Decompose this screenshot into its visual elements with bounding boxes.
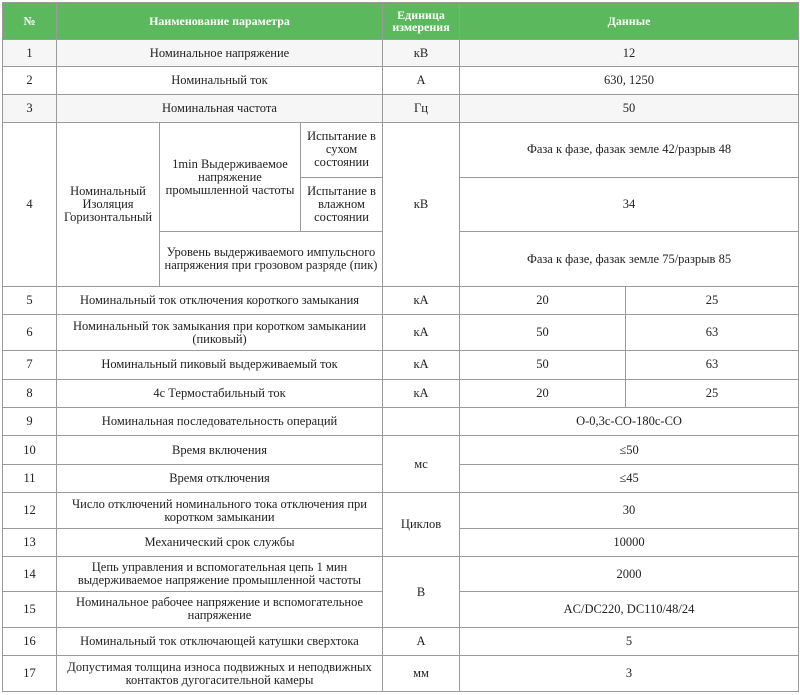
row-value-2: 25 xyxy=(626,287,799,315)
row-value: AC/DC220, DC110/48/24 xyxy=(460,592,799,628)
row-unit: мм xyxy=(383,656,460,692)
header-unit: Единица измерения xyxy=(383,3,460,40)
row-num: 1 xyxy=(3,40,57,67)
table-row xyxy=(3,627,799,655)
row-unit xyxy=(383,407,460,435)
spec-table xyxy=(2,2,799,692)
table-row xyxy=(3,351,799,379)
table-row xyxy=(3,287,799,315)
row-value-1: 20 xyxy=(460,287,626,315)
row-num: 17 xyxy=(3,656,57,692)
row-param: Номинальный ток замыкания при коротком замыкании (пиковый) xyxy=(57,315,383,351)
row-num: 2 xyxy=(3,67,57,94)
row-num: 9 xyxy=(3,407,57,435)
power-frequency-label: 1min Выдерживаемое напряжение промышленной частоты xyxy=(160,123,301,232)
row-param: Номинальная частота xyxy=(57,94,383,122)
insulation-label: Номинальный Изоляция Горизонтальный xyxy=(57,123,160,287)
row-value-1: 50 xyxy=(460,351,626,379)
impulse-label: Уровень выдерживаемого импульсного напряжения при грозовом разряде (пик) xyxy=(160,232,383,287)
row-unit: Циклов xyxy=(383,493,460,557)
row-unit: кА xyxy=(383,287,460,315)
row-unit: кВ xyxy=(383,123,460,287)
row-param: Номинальное напряжение xyxy=(57,40,383,67)
row-num: 4 xyxy=(3,123,57,287)
row-value: 50 xyxy=(460,94,799,122)
table-row xyxy=(3,315,799,351)
row-unit: кА xyxy=(383,351,460,379)
wet-test-label: Испытание в влажном состоянии xyxy=(301,177,383,232)
row-num: 13 xyxy=(3,528,57,556)
row-unit: А xyxy=(383,627,460,655)
row-value: 12 xyxy=(460,40,799,67)
row-unit: Гц xyxy=(383,94,460,122)
row-value: O-0,3с-CO-180с-CO xyxy=(460,407,799,435)
table-row xyxy=(3,123,799,178)
row-param: Номинальная последовательность операций xyxy=(57,407,383,435)
row-unit: А xyxy=(383,67,460,94)
row-value: 3 xyxy=(460,656,799,692)
table-row xyxy=(3,67,799,94)
table-row xyxy=(3,407,799,435)
table-row xyxy=(3,436,799,464)
row-param: 4с Термостабильный ток xyxy=(57,379,383,407)
row-unit: кВ xyxy=(383,40,460,67)
row-value: 2000 xyxy=(460,557,799,592)
row-param: Допустимая толщина износа подвижных и неподвижных контактов дугогасительной камеры xyxy=(57,656,383,692)
impulse-value: Фаза к фазе, фазак земле 75/разрыв 85 xyxy=(460,232,799,287)
row-value: ≤50 xyxy=(460,436,799,464)
row-value: ≤45 xyxy=(460,464,799,492)
row-value-2: 25 xyxy=(626,379,799,407)
row-unit: В xyxy=(383,557,460,627)
row-num: 11 xyxy=(3,464,57,492)
row-num: 6 xyxy=(3,315,57,351)
table-row xyxy=(3,656,799,692)
row-num: 10 xyxy=(3,436,57,464)
row-num: 15 xyxy=(3,592,57,628)
table-row xyxy=(3,40,799,67)
row-num: 16 xyxy=(3,627,57,655)
row-value-2: 63 xyxy=(626,351,799,379)
dry-test-value: Фаза к фазе, фазак земле 42/разрыв 48 xyxy=(460,123,799,178)
wet-test-value: 34 xyxy=(460,177,799,232)
row-param: Цепь управления и вспомогательная цепь 1 мин выдерживаемое напряжение промышленной частоты xyxy=(57,557,383,592)
row-param: Время включения xyxy=(57,436,383,464)
row-unit: мс xyxy=(383,436,460,493)
row-value: 5 xyxy=(460,627,799,655)
row-num: 12 xyxy=(3,493,57,529)
row-value-1: 50 xyxy=(460,315,626,351)
row-value: 10000 xyxy=(460,528,799,556)
row-param: Номинальный ток отключающей катушки сверхтока xyxy=(57,627,383,655)
row-num: 7 xyxy=(3,351,57,379)
dry-test-label: Испытание в сухом состоянии xyxy=(301,123,383,178)
row-param: Номинальный ток отключения короткого замыкания xyxy=(57,287,383,315)
table-row xyxy=(3,493,799,529)
row-param: Номинальное рабочее напряжение и вспомогательное напряжение xyxy=(57,592,383,628)
row-param: Число отключений номинального тока отключения при коротком замыкании xyxy=(57,493,383,529)
row-unit: кА xyxy=(383,379,460,407)
row-unit: кА xyxy=(383,315,460,351)
table-row xyxy=(3,557,799,592)
table-row xyxy=(3,379,799,407)
row-param: Механический срок службы xyxy=(57,528,383,556)
row-num: 3 xyxy=(3,94,57,122)
row-param: Номинальный пиковый выдерживаемый ток xyxy=(57,351,383,379)
row-param: Время отключения xyxy=(57,464,383,492)
header-num: № xyxy=(3,3,57,40)
row-num: 5 xyxy=(3,287,57,315)
row-value: 30 xyxy=(460,493,799,529)
row-value-2: 63 xyxy=(626,315,799,351)
row-value: 630, 1250 xyxy=(460,67,799,94)
header-row xyxy=(3,3,799,40)
row-param: Номинальный ток xyxy=(57,67,383,94)
row-num: 14 xyxy=(3,557,57,592)
table-row xyxy=(3,94,799,122)
header-data: Данные xyxy=(460,3,799,40)
row-num: 8 xyxy=(3,379,57,407)
header-param: Наименование параметра xyxy=(57,3,383,40)
row-value-1: 20 xyxy=(460,379,626,407)
